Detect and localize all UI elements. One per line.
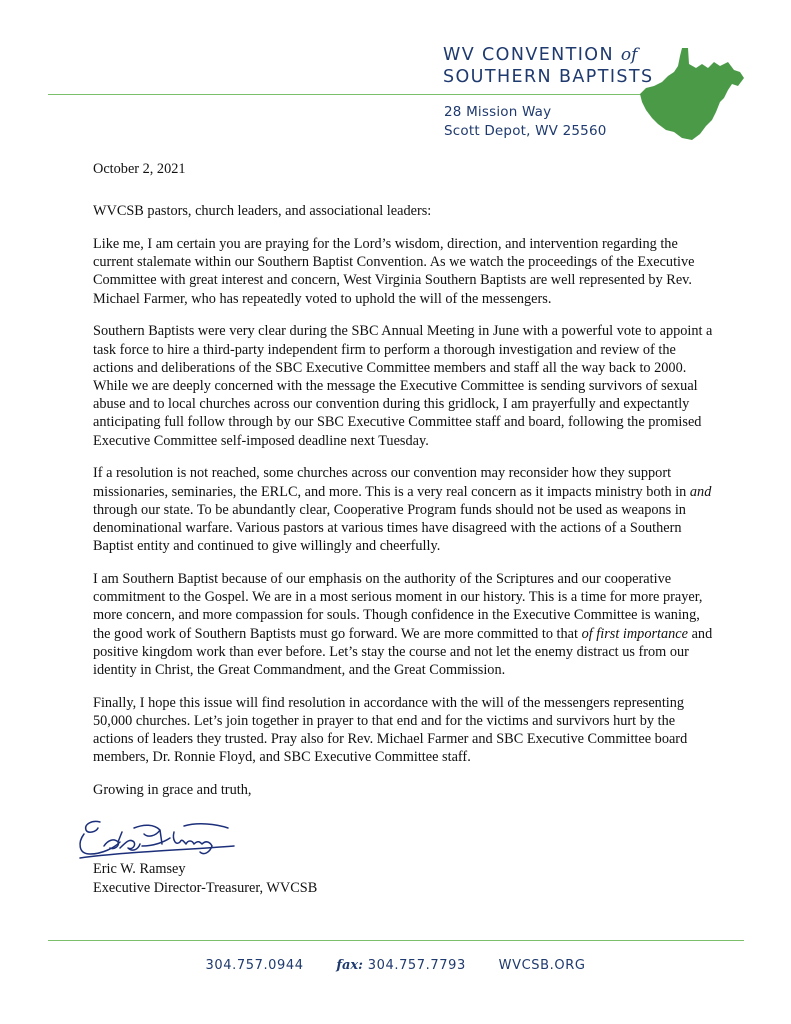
footer-contact	[0, 958, 791, 973]
paragraph-4-part-a: I am Southern Baptist because of our emphasis on the authority of the Scriptures and our cooperative commitment to the Gospel. We are in a most serious moment in our history. This is a time for more prayer, more concern, and more compassion for souls. Though confidence in the Executive Committee is waning, the good work of Southern Baptists must go forward. We are more committed to that	[93, 571, 703, 642]
paragraph-2: Southern Baptists were very clear during the SBC Annual Meeting in June with a powerful vote to appoint a task force to hire a third-party independent firm to perform a thorough investigation and review of the actions and deliberations of the SBC Executive Committee members and staff all the way back to 2000. While we are deeply concerned with the message the Executive Committee is sending survivors of sexual abuse and to local churches across our convention during this gridlock, I am prayerfully and expectantly anticipating full follow through by our SBC Executive Committee staff and board, following the promised Executive Committee self-imposed deadline next Tuesday.	[93, 323, 713, 449]
salutation: WVCSB pastors, church leaders, and associational leaders:	[93, 203, 432, 220]
address-line1: 28 Mission Way	[444, 104, 552, 120]
signer-title: Executive Director-Treasurer, WVCSB	[93, 879, 318, 896]
header-divider	[48, 94, 644, 95]
address-line2: Scott Depot, WV 25560	[444, 123, 607, 139]
org-name-of: of	[620, 45, 638, 65]
org-name-line2: SOUTHERN BAPTISTS	[443, 67, 654, 87]
west-virginia-state-map-icon	[636, 46, 748, 142]
paragraph-4-part-b: and positive kingdom work than ever before. Let’s stay the course and not let the enemy distract us from our identity in Christ, the Great Commandment, and the Great Commission.	[93, 625, 713, 679]
paragraph-1: Like me, I am certain you are praying for the Lord’s wisdom, direction, and intervention regarding the current stalemate within our Southern Baptist Convention. As we watch the proceedings of the Executive Committee with great interest and concern, West Virginia Southern Baptists are well represented by Rev. Michael Farmer, who has repeatedly voted to uphold the will of the messengers.	[93, 236, 695, 307]
footer-divider	[48, 940, 744, 941]
org-name-line1: WV CONVENTION	[443, 45, 621, 65]
handwritten-signature	[74, 812, 240, 866]
paragraph-5: Finally, I hope this issue will find resolution in accordance with the will of the messengers representing 50,000 churches. Let’s join together in prayer to that end and for the victims and survivors hurt by the actions of leaders they trusted. Pray also for Rev. Michael Farmer and SBC Executive Committee board members, Dr. Ronnie Floyd, and SBC Executive Committee staff.	[93, 694, 688, 766]
letter-date: October 2, 2021	[93, 161, 186, 177]
paragraph-4-emphasis: of first importance	[581, 625, 688, 642]
fax-label: fax:	[336, 958, 363, 973]
letter-body	[93, 160, 713, 814]
phone-number: 304.757.0944	[205, 958, 304, 973]
closing: Growing in grace and truth,	[93, 782, 252, 799]
website-link[interactable]: WVCSB.ORG	[498, 958, 586, 973]
organization-name	[443, 44, 654, 88]
signer-block	[93, 860, 317, 897]
paragraph-3-part-b: through our state. To be abundantly clear, Cooperative Program funds should not be used as weapons in denominational warfare. Various pastors at various times have disagreed with the actions of a Southern Baptist entity and continued to give willingly and cheerfully.	[93, 501, 686, 555]
signer-name: Eric W. Ramsey	[93, 861, 186, 877]
mailing-address	[444, 103, 607, 141]
fax-number: 304.757.7793	[367, 958, 466, 973]
fax-number-group	[336, 958, 466, 973]
paragraph-3	[93, 464, 713, 555]
paragraph-4	[93, 570, 713, 679]
paragraph-3-emphasis: and	[689, 483, 712, 500]
paragraph-3-part-a: If a resolution is not reached, some churches across our convention may reconsider how they support missionaries, seminaries, the ERLC, and more. This is a very real concern as it impacts ministry both in	[93, 465, 690, 500]
